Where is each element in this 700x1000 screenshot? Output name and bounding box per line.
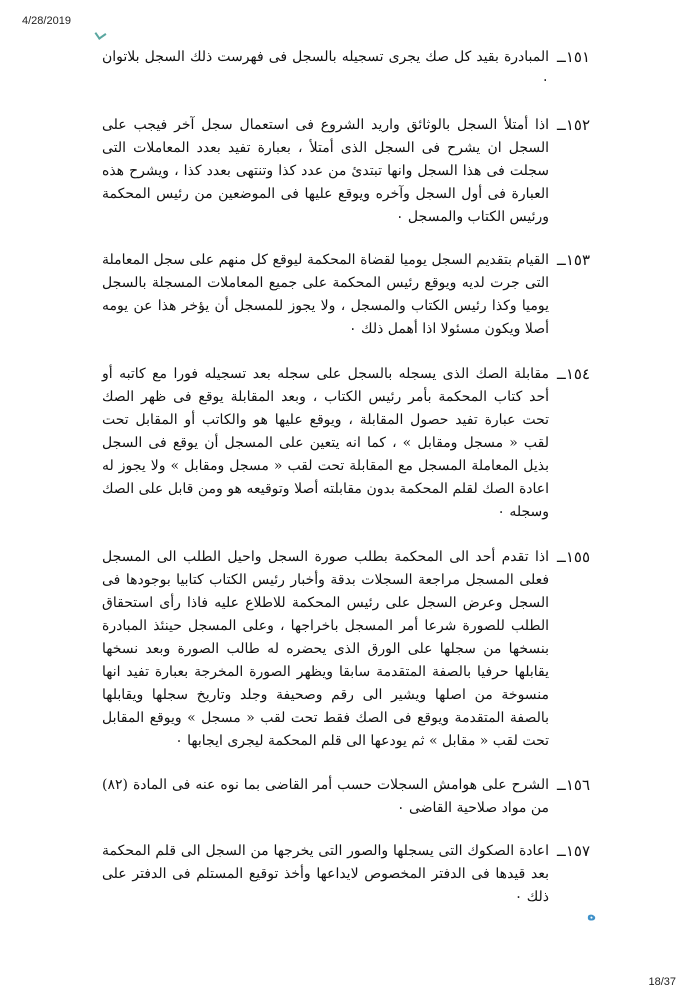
article-text: اعادة الصكوك التى يسجلها والصور التى يخرجها من السجل الى قلم المحكمة بعد قيدها فى الدفتر المخصوص لايداعها وأخذ توقيع المستلم فى الدفتر على ذلك ٠ xyxy=(102,843,550,905)
article-text: الشرح على هوامش السجلات حسب أمر القاضى بما نوه عنه فى المادة (٨٢) من مواد صلاحية القاضى ٠ xyxy=(102,777,550,816)
print-date: 4/28/2019 xyxy=(22,15,71,27)
page-counter: 18/37 xyxy=(648,976,676,988)
check-mark-icon xyxy=(95,28,107,40)
article-text: المبادرة بقيد كل صك يجرى تسجيله بالسجل فى فهرست ذلك السجل بلاتوان ٠ xyxy=(102,49,550,88)
article-number: ١٥٦ــ xyxy=(557,776,590,794)
article-number: ١٥٣ــ xyxy=(557,251,590,269)
article-153 xyxy=(102,249,590,341)
article-text: القيام بتقديم السجل يوميا لقضاة المحكمة ليوقع كل منهم على سجل المعاملة التى جرت لديه ويوقع رئيس المحكمة على جميع المعاملات المسجلة بالسجل يوميا وكذا رئيس الكتاب والمسجل ، ولا يجوز للمسجل أن يؤخر هذا عن يومه أصلا ويكون مسئولا اذا أهمل ذلك ٠ xyxy=(102,252,550,337)
article-154 xyxy=(102,363,590,524)
article-number: ١٥٥ــ xyxy=(557,548,590,566)
article-155 xyxy=(102,546,590,753)
article-number: ١٥٢ــ xyxy=(557,116,590,134)
article-156 xyxy=(102,774,590,820)
article-number: ١٥٧ــ xyxy=(557,842,590,860)
handwritten-page-number: ه xyxy=(587,906,596,924)
document-body xyxy=(102,46,590,930)
article-text: اذا أمتلأ السجل بالوثائق واريد الشروع فى استعمال سجل آخر فيجب على السجل ان يشرح فى السجل الذى أمتلأ ، بعبارة تفيد بعدد المعاملات التى سجلت فى هذا السجل وانها تبتدئ من عدد كذا وتنتهى بعدد كذا ، ويشرح هذه العبارة فى أول السجل وآخره ويوقع عليها فى الموضعين من رئيس المحكمة ورئيس الكتاب والمسجل ٠ xyxy=(102,117,550,225)
article-number: ١٥٤ــ xyxy=(557,365,590,383)
article-text: اذا تقدم أحد الى المحكمة بطلب صورة السجل واحيل الطلب الى المسجل فعلى المسجل مراجعة السجلات بدقة وأخبار رئيس الكتاب كتابيا بوجودها فى السجل وعرض السجل على رئيس المحكمة للاطلاع عليه فاذا رأى استحقاق الطلب للصورة شرعا أمر المسجل باخراجها ، وعلى المسجل حينئذ المبادرة بنسخها من سجلها على الورق الذى يحضره له طالب الصورة وبعد نسخها يقابلها حرفيا بالصفة المتقدمة سابقا ويظهر الصورة المخرجة بعبارة تفيد انها منسوخة من اصلها ويشير الى رقم وصحيفة وجلد وتاريخ سجلها ويقابلها بالصفة المتقدمة ويوقع فى الصك فقط تحت لقب « مسجل » ويوقع المقابل تحت لقب « مقابل » ثم يودعها الى قلم المحكمة ليجرى ايجابها ٠ xyxy=(102,549,550,749)
article-151 xyxy=(102,46,590,92)
article-157 xyxy=(102,840,590,909)
article-text: مقابلة الصك الذى يسجله بالسجل على سجله بعد تسجيله فورا مع كاتبه أو أحد كتاب المحكمة بأمر رئيس الكتاب ، وبعد المقابلة يوقع فى ظهر الصك تحت عبارة تفيد حصول المقابلة ، ويوقع عليها هو والكاتب أو المقابل تحت لقب « مسجل ومقابل » ، كما انه يتعين على المسجل أن يوقع فى السجل بذيل المعاملة المسجل مع المقابلة تحت لقب « مسجل ومقابل » ولا يجوز له اعادة الصك لقلم المحكمة بدون مقابلته أصلا وتوقيعه هو ومن قابل على الصك وسجله ٠ xyxy=(102,366,550,520)
article-152 xyxy=(102,114,590,229)
article-number: ١٥١ــ xyxy=(557,48,590,66)
